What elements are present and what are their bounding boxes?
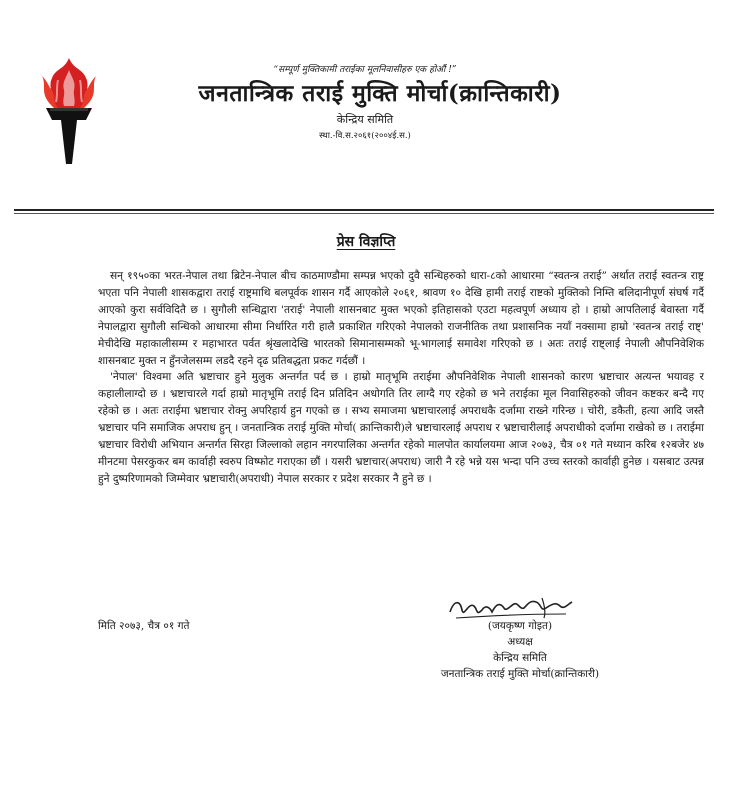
- document-title: [0, 232, 732, 251]
- letterhead: [0, 0, 732, 200]
- signatory-block: [400, 618, 640, 682]
- organization-name: जनतान्त्रिक तराई मुक्ति मोर्चा(क्रान्तिकारी): [198, 80, 562, 107]
- document-body: [98, 268, 704, 488]
- tagline: “सम्पूर्ण मुक्तिकामी तराईका मूलनिवासीहरु एक होऔं !”: [273, 65, 457, 75]
- document-date: मिति २०७३, चैत्र ०१ गते: [98, 620, 190, 632]
- body-paragraph: सन् १९५०का भरत-नेपाल तथा ब्रिटेन-नेपाल बीच काठमाण्डौमा सम्पन्न भएको दुवै सन्धिहरुको धारा-८को आधारमा “स्वतन्त्र तराई” अर्थात तराई स्वतन्त्र राष्ट्र भएता पनि नेपाली शासकद्वारा तराई राष्ट्रमाथि बलपूर्वक शासन गर्दै आएकोले २०६१, श्रावण १० देखि हामी तराई राष्टको मुक्तिको निम्ति बलिदानीपूर्ण संघर्ष गर्दै आएको कुरा सर्वविदितै छ । सुगौली सन्धिद्वारा 'तराई' नेपाली शासनबाट मुक्त भएको इतिहासको एउटा महत्वपूर्ण अध्याय हो । हाम्रो आपतिलाई बेवास्ता गर्दै नेपालद्वारा सुगौली सन्धिको आधारमा सीमा निर्धारित गरी हालै प्रकाशित गरिएको नेपालको राजनीतिक तथा प्रशासनिक नयाँ नक्सामा हाम्रो 'स्वतन्त्र तराई राष्ट्' मेचीदेखि महाकालीसम्म र महाभारत पर्वत श्रृंखलादेखि भारतको सिमानासम्मको भू-भागलाई समावेश गरिएको छ । अतः तराई राष्ट्लाई नेपाली औपनिवेशिक शासनबाट मुक्त न हुँनजेलसम्म लडदै रहने दृढ प्रतिबद्धता प्रकट गर्दछौं ।: [98, 270, 704, 367]
- document-title-text: प्रेस विज्ञप्ति: [336, 234, 396, 250]
- signatory-committee: केन्द्रिय समिति: [493, 652, 547, 664]
- flaming-torch-icon: [34, 56, 104, 166]
- header-divider-thin: [14, 213, 714, 214]
- established-date: स्था.-वि.स.२०६१(२००४ई.स.): [319, 131, 411, 141]
- body-paragraph: 'नेपाल' विश्वमा अति भ्रष्टाचार हुने मुलुक अन्तर्गत पर्द छ । हाम्रो मातृभूमि तराईमा औपनिवेशिक नेपाली शासनको कारण भ्रष्टाचार अत्यन्त भयावह र कहालीलाग्दो छ । भ्रष्टाचारले गर्दा हाम्रो मातृभूमि तराई दिन प्रतिदिन अधोगति तिर लाग्दै गए रहेको छ भने तराईका मूल निवासिहरुको जीवन कष्टकर बन्दै गए रहेको छ । अतः तराईमा भ्रष्टाचार रोक्नु अपरिहार्य हुन गएको छ । सभ्य समाजमा भ्रष्टाचारलाई अपराधकै दर्जामा राख्ने गरिन्छ । चोरी, डकैती, हत्या आदि जस्तै भ्रष्टाचार पनि समाजिक अपराध हुन् । जनतान्त्रिक तराई मुक्ति मोर्चा( क्रान्तिकारी)ले भ्रष्टाचारलाई अपराध र भ्रष्टाचारीलाई अपराधीको दर्जामा राखेको छ । तराईमा भ्रष्टाचार विरोधी अभियान अन्तर्गत सिरहा जिल्लाको लहान नगरपालिका अन्तर्गत रहेको मालपोत कार्यालयमा आज २०७३, चैत्र ०१ गते मध्यान करिब १२बजेर ४७ मीनटमा पेसरकुकर बम कार्वाही स्वरुप विष्फोट गराएका छौं । यसरी भ्रष्टाचार(अपराध) जारी नै रहे भन्ने यस भन्दा पनि उच्च स्तरको कार्वाही हुनेछ । यसबाट उत्पन्न हुने दुष्परिणामको जिम्मेवार भ्रष्टाचारी(अपराधी) नेपाल सरकार र प्रदेश सरकार नै हुने छ ।: [98, 371, 704, 485]
- signatory-role: अध्यक्ष: [507, 636, 533, 648]
- header-divider: [14, 209, 714, 211]
- signatory-name: (जयकृष्ण गोइत): [487, 620, 553, 632]
- committee-label: केन्द्रिय समिति: [336, 113, 394, 126]
- signatory-organization: जनतान्त्रिक तराई मुक्ति मोर्चा(क्रान्तिकारी): [440, 668, 600, 680]
